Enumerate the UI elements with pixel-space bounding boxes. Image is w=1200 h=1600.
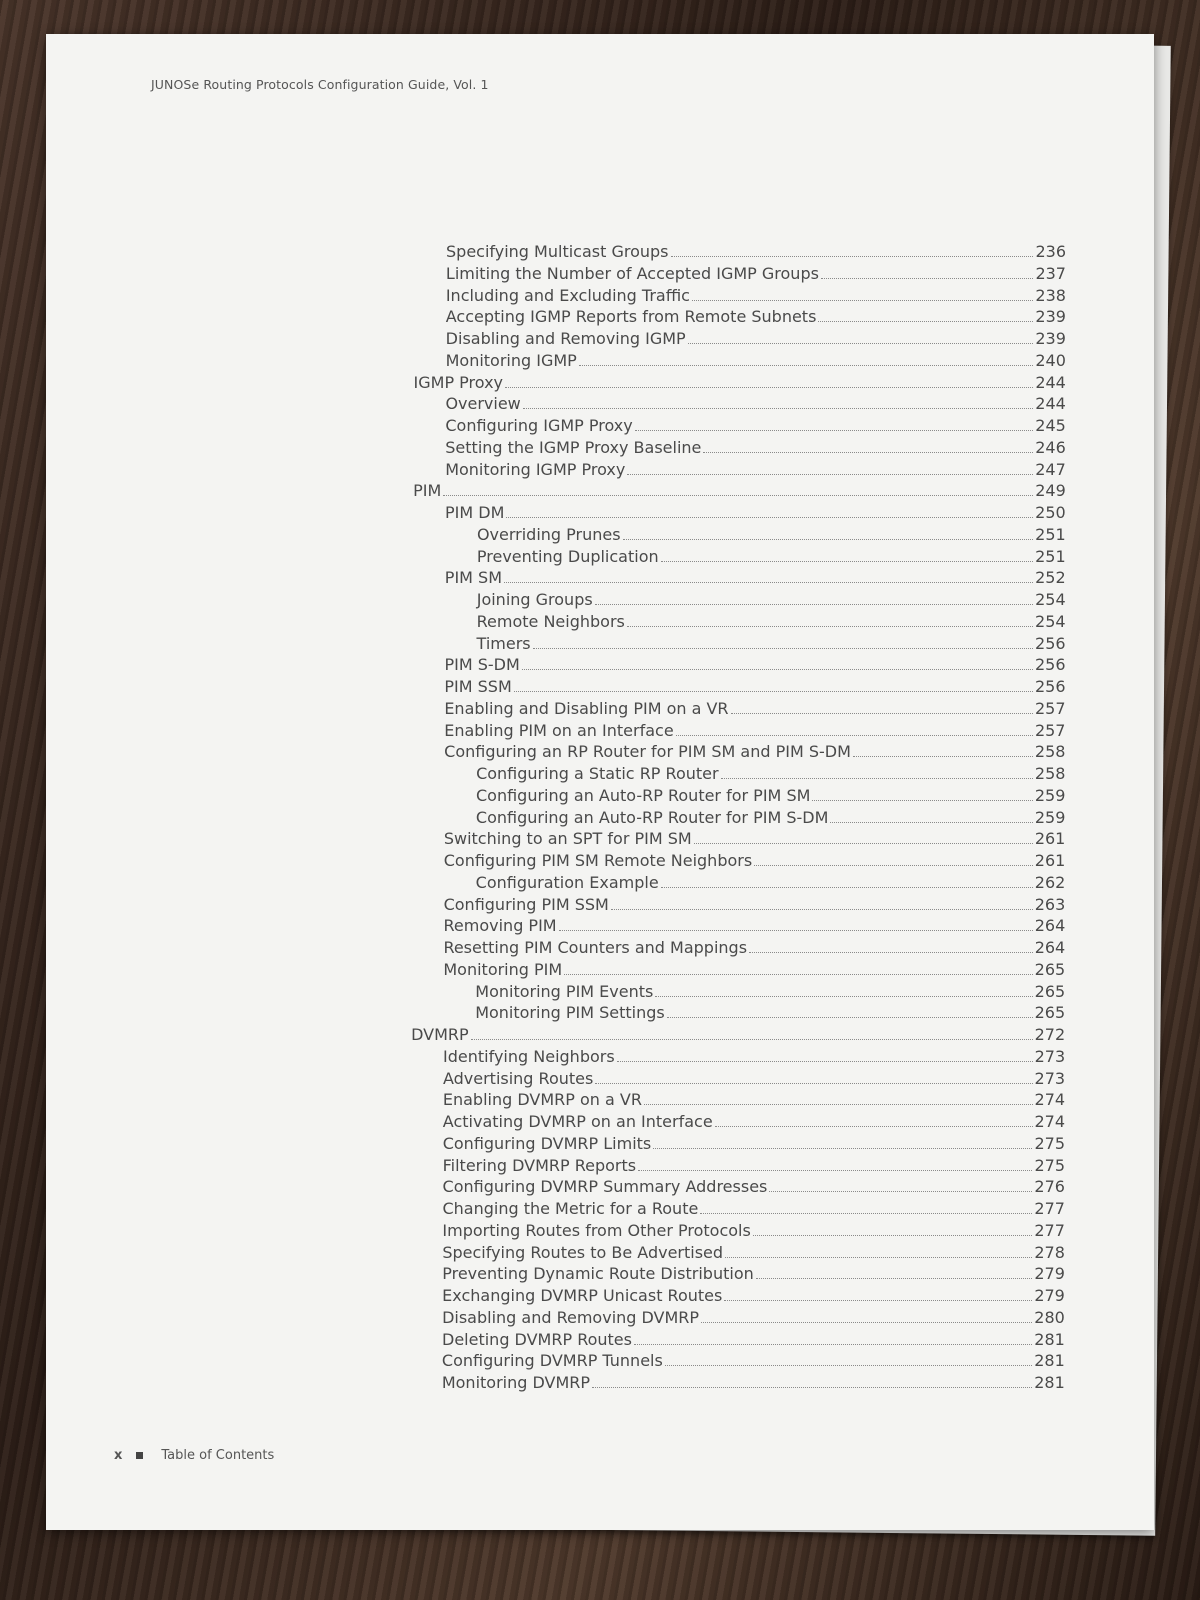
toc-entry-title: IGMP Proxy — [413, 372, 503, 392]
toc-entry — [444, 742, 1065, 762]
toc-leader-dots — [731, 700, 1033, 714]
toc-entry-page: 261 — [1034, 829, 1066, 849]
toc-leader-dots — [676, 722, 1033, 736]
toc-leader-dots — [721, 765, 1033, 779]
toc-leader-dots — [749, 939, 1033, 953]
toc-entry — [442, 1264, 1065, 1284]
toc-entry-page: 278 — [1034, 1242, 1065, 1262]
toc-entry-title: Disabling and Removing IGMP — [445, 329, 686, 348]
toc-entry — [442, 1221, 1065, 1241]
toc-leader-dots — [579, 352, 1034, 366]
toc-entry — [443, 960, 1065, 980]
table-of-contents — [46, 34, 1154, 1530]
toc-entry — [477, 634, 1066, 654]
toc-entry — [443, 1090, 1065, 1110]
toc-leader-dots — [661, 548, 1034, 562]
toc-entry-page: 251 — [1035, 546, 1066, 566]
toc-leader-dots — [471, 1026, 1033, 1040]
toc-entry-title: Enabling DVMRP on a VR — [442, 1090, 642, 1110]
toc-entry-page: 247 — [1035, 459, 1066, 479]
toc-entry-title: Including and Excluding Traffic — [445, 285, 690, 305]
toc-entry — [446, 286, 1066, 306]
toc-entry — [445, 568, 1066, 588]
footer-section-title: Table of Contents — [161, 1448, 275, 1463]
toc-entry — [446, 264, 1066, 284]
toc-entry-title: Overriding Prunes — [476, 524, 621, 544]
toc-leader-dots — [644, 1091, 1033, 1105]
toc-entry-page: 259 — [1034, 785, 1066, 805]
toc-entry-page: 244 — [1035, 394, 1066, 414]
toc-entry-page: 240 — [1035, 350, 1066, 370]
toc-entry — [442, 1330, 1065, 1350]
toc-entry-page: 277 — [1034, 1220, 1065, 1240]
toc-entry-page: 281 — [1034, 1373, 1065, 1392]
toc-leader-dots — [692, 287, 1033, 301]
toc-entry-page: 258 — [1034, 764, 1066, 783]
toc-entry — [444, 916, 1066, 936]
toc-entry-title: DVMRP — [411, 1025, 469, 1044]
toc-entry-page: 274 — [1034, 1112, 1066, 1131]
toc-entry-title: Monitoring PIM — [443, 959, 563, 979]
toc-entry-title: Removing PIM — [443, 916, 557, 936]
toc-entry-title: Configuring an RP Router for PIM SM and PIM S-DM — [444, 742, 851, 762]
toc-entry-page: 281 — [1034, 1351, 1065, 1371]
toc-entry-page: 236 — [1035, 242, 1066, 261]
toc-entry — [442, 1199, 1064, 1219]
toc-leader-dots — [506, 504, 1033, 518]
toc-entry — [443, 1156, 1065, 1176]
toc-entry-page: 252 — [1035, 568, 1066, 588]
toc-leader-dots — [753, 1222, 1033, 1236]
toc-entry-title: Activating DVMRP on an Interface — [442, 1112, 713, 1131]
toc-entry — [444, 655, 1065, 675]
toc-entry-title: Configuring DVMRP Limits — [442, 1133, 652, 1153]
toc-entry — [442, 1373, 1065, 1393]
toc-leader-dots — [703, 439, 1033, 453]
toc-entry — [446, 329, 1066, 349]
toc-entry-title: Setting the IGMP Proxy Baseline — [445, 437, 702, 457]
toc-leader-dots — [830, 809, 1032, 823]
toc-entry-page: 257 — [1034, 720, 1066, 740]
toc-entry-page: 246 — [1035, 437, 1066, 457]
toc-entry — [446, 307, 1066, 327]
toc-entry-title: Importing Routes from Other Protocols — [442, 1220, 751, 1240]
toc-entry — [476, 764, 1065, 784]
toc-entry-title: Specifying Routes to Be Advertised — [442, 1242, 724, 1262]
toc-entry — [443, 1069, 1065, 1089]
toc-entry-page: 256 — [1034, 677, 1066, 696]
toc-entry — [443, 1134, 1065, 1154]
toc-leader-dots — [638, 1157, 1032, 1171]
toc-entry — [443, 1047, 1065, 1067]
toc-entry-page: 276 — [1034, 1177, 1065, 1197]
toc-entry-title: Limiting the Number of Accepted IGMP Groups — [445, 263, 819, 283]
toc-leader-dots — [523, 395, 1034, 409]
toc-leader-dots — [634, 1331, 1032, 1345]
toc-entry-title: Preventing Dynamic Route Distribution — [442, 1264, 754, 1284]
toc-entry-title: Identifying Neighbors — [443, 1046, 615, 1066]
toc-entry-page: 239 — [1035, 307, 1066, 327]
toc-leader-dots — [559, 917, 1033, 931]
toc-entry-page: 239 — [1035, 329, 1066, 348]
toc-leader-dots — [627, 461, 1033, 475]
toc-entry-title: Enabling and Disabling PIM on a VR — [444, 698, 729, 718]
toc-leader-dots — [667, 1004, 1033, 1018]
toc-leader-dots — [700, 1200, 1032, 1214]
toc-entry-page: 244 — [1035, 372, 1066, 392]
toc-leader-dots — [725, 1244, 1032, 1258]
toc-entry-title: PIM S-DM — [444, 655, 520, 675]
toc-entry-page: 256 — [1035, 655, 1066, 675]
toc-entry-title: Configuring PIM SSM — [443, 894, 609, 914]
toc-leader-dots — [595, 1070, 1032, 1084]
toc-leader-dots — [522, 656, 1033, 670]
toc-entry-title: Preventing Duplication — [476, 546, 659, 566]
toc-entry-page: 274 — [1034, 1090, 1066, 1110]
toc-leader-dots — [665, 1352, 1032, 1366]
toc-entry — [413, 481, 1066, 501]
toc-leader-dots — [655, 983, 1032, 997]
toc-entry-title: Overview — [445, 394, 521, 414]
toc-entry-title: PIM SM — [444, 568, 503, 588]
toc-leader-dots — [564, 961, 1032, 975]
toc-entry — [444, 721, 1065, 741]
toc-entry-page: 249 — [1035, 481, 1066, 501]
toc-entry-page: 275 — [1034, 1133, 1066, 1153]
toc-entry-page: 281 — [1034, 1329, 1065, 1349]
toc-entry-title: Configuring an Auto-RP Router for PIM S-DM — [475, 807, 829, 827]
toc-entry-page: 259 — [1034, 807, 1066, 827]
toc-entry-title: Switching to an SPT for PIM SM — [443, 829, 692, 849]
toc-leader-dots — [661, 874, 1033, 888]
toc-entry-title: Configuring PIM SM Remote Neighbors — [443, 851, 753, 870]
toc-entry-page: 279 — [1034, 1264, 1065, 1284]
toc-leader-dots — [514, 678, 1033, 692]
toc-leader-dots — [754, 852, 1033, 866]
toc-entry-page: 261 — [1034, 851, 1066, 870]
toc-leader-dots — [812, 787, 1032, 801]
toc-entry — [444, 829, 1066, 849]
toc-leader-dots — [715, 1113, 1033, 1127]
toc-entry — [445, 394, 1065, 414]
toc-entry-title: Exchanging DVMRP Unicast Routes — [442, 1286, 723, 1305]
toc-entry-page: 254 — [1035, 590, 1066, 609]
toc-leader-dots — [821, 265, 1034, 279]
toc-leader-dots — [595, 591, 1033, 605]
toc-entry-page: 275 — [1034, 1155, 1065, 1175]
toc-leader-dots — [635, 417, 1034, 431]
toc-leader-dots — [623, 526, 1034, 540]
toc-entry-page: 264 — [1034, 916, 1066, 936]
toc-entry-page: 265 — [1034, 959, 1066, 979]
square-bullet-icon — [136, 1452, 143, 1459]
toc-entry-page: 277 — [1034, 1199, 1065, 1218]
toc-entry-page: 264 — [1034, 938, 1066, 957]
toc-entry-page: 272 — [1034, 1025, 1066, 1044]
toc-entry-title: Configuring an Auto-RP Router for PIM SM — [476, 785, 811, 805]
toc-entry-title: Configuring IGMP Proxy — [445, 416, 633, 435]
toc-entry-title: Changing the Metric for a Route — [442, 1199, 699, 1218]
toc-leader-dots — [504, 569, 1033, 583]
toc-entry-title: PIM SSM — [444, 677, 512, 696]
toc-leader-dots — [627, 613, 1033, 627]
toc-entry — [442, 1308, 1065, 1328]
toc-leader-dots — [688, 330, 1034, 344]
toc-entry — [445, 503, 1066, 523]
toc-entry — [477, 612, 1066, 632]
toc-leader-dots — [611, 896, 1033, 910]
toc-leader-dots — [533, 635, 1033, 649]
toc-leader-dots — [701, 1309, 1032, 1323]
toc-entry-title: Monitoring PIM Events — [475, 981, 654, 1001]
toc-entry-title: Joining Groups — [476, 590, 593, 609]
toc-leader-dots — [769, 1178, 1032, 1192]
toc-entry — [442, 1286, 1065, 1306]
toc-entry — [475, 1003, 1065, 1023]
toc-entry — [445, 416, 1065, 436]
toc-entry-page: 251 — [1035, 524, 1066, 544]
toc-entry — [476, 786, 1065, 806]
toc-entry-title: Configuring DVMRP Summary Addresses — [442, 1177, 768, 1197]
toc-entry — [443, 1177, 1065, 1197]
toc-entry — [446, 351, 1066, 371]
toc-entry-page: 237 — [1035, 263, 1066, 283]
toc-entry-title: Monitoring IGMP — [445, 350, 577, 370]
toc-leader-dots — [724, 1287, 1032, 1301]
toc-entry — [444, 895, 1066, 915]
toc-leader-dots — [853, 743, 1033, 757]
toc-leader-dots — [694, 830, 1033, 844]
toc-entry-page: 265 — [1034, 1003, 1066, 1023]
toc-entry-title: Advertising Routes — [442, 1068, 594, 1088]
toc-entry — [446, 242, 1066, 262]
toc-entry-title: Accepting IGMP Reports from Remote Subnets — [445, 307, 817, 327]
toc-entry — [475, 982, 1065, 1002]
toc-leader-dots — [653, 1135, 1032, 1149]
toc-entry-page: 245 — [1035, 416, 1066, 435]
toc-entry-title: Monitoring PIM Settings — [475, 1003, 665, 1023]
toc-entry — [414, 373, 1066, 393]
toc-entry — [476, 808, 1065, 828]
toc-entry-title: Configuration Example — [475, 872, 659, 892]
toc-entry — [445, 438, 1066, 458]
toc-entry — [445, 460, 1066, 480]
toc-entry — [443, 1112, 1065, 1132]
toc-entry-page: 273 — [1034, 1046, 1066, 1066]
toc-entry — [442, 1243, 1065, 1263]
toc-entry-title: PIM — [413, 481, 442, 501]
toc-leader-dots — [443, 482, 1033, 496]
toc-leader-dots — [818, 308, 1033, 322]
toc-entry-page: 258 — [1034, 742, 1066, 762]
toc-entry-page: 273 — [1034, 1068, 1066, 1088]
toc-leader-dots — [592, 1374, 1032, 1388]
toc-entry-title: Specifying Multicast Groups — [446, 242, 669, 261]
toc-entry — [443, 938, 1065, 958]
toc-entry-title: Filtering DVMRP Reports — [442, 1155, 637, 1175]
toc-entry-page: 280 — [1034, 1307, 1065, 1327]
toc-leader-dots — [505, 374, 1033, 388]
toc-entry-page: 265 — [1034, 981, 1066, 1001]
toc-entry-title: Disabling and Removing DVMRP — [442, 1307, 700, 1327]
toc-entry-title: Remote Neighbors — [476, 611, 625, 631]
toc-entry-title: Monitoring IGMP Proxy — [445, 459, 626, 479]
toc-entry-title: Configuring a Static RP Router — [476, 764, 719, 783]
toc-entry — [411, 1025, 1065, 1045]
document-page — [46, 34, 1154, 1530]
toc-leader-dots — [756, 1265, 1033, 1279]
toc-entry-page: 238 — [1035, 285, 1066, 305]
toc-entry-page: 254 — [1035, 611, 1066, 631]
toc-entry-page: 262 — [1034, 872, 1066, 892]
toc-entry-title: PIM DM — [445, 503, 505, 522]
toc-entry-title: Deleting DVMRP Routes — [442, 1329, 632, 1349]
toc-entry-title: Resetting PIM Counters and Mappings — [443, 938, 748, 957]
toc-entry-title: Timers — [476, 633, 531, 653]
toc-entry — [444, 851, 1066, 871]
toc-entry — [442, 1351, 1065, 1371]
toc-entry-page: 257 — [1034, 698, 1066, 718]
toc-entry — [477, 525, 1066, 545]
toc-entry — [477, 547, 1066, 567]
toc-entry — [444, 699, 1065, 719]
toc-entry — [444, 677, 1065, 697]
running-header: JUNOSe Routing Protocols Configuration Guide, Vol. 1 — [151, 77, 489, 92]
toc-entry-title: Monitoring DVMRP — [441, 1373, 591, 1392]
toc-entry-page: 263 — [1034, 894, 1066, 914]
toc-entry — [476, 873, 1066, 893]
toc-entry-title: Enabling PIM on an Interface — [444, 720, 674, 740]
toc-entry-page: 279 — [1034, 1286, 1065, 1305]
toc-leader-dots — [671, 243, 1034, 257]
toc-entry-page: 256 — [1035, 633, 1066, 653]
toc-entry-title: Configuring DVMRP Tunnels — [441, 1351, 663, 1371]
toc-leader-dots — [617, 1048, 1033, 1062]
toc-entry — [477, 590, 1066, 610]
page-footer — [114, 1448, 274, 1463]
toc-entry-page: 250 — [1035, 503, 1066, 522]
page-number: x — [114, 1448, 123, 1463]
